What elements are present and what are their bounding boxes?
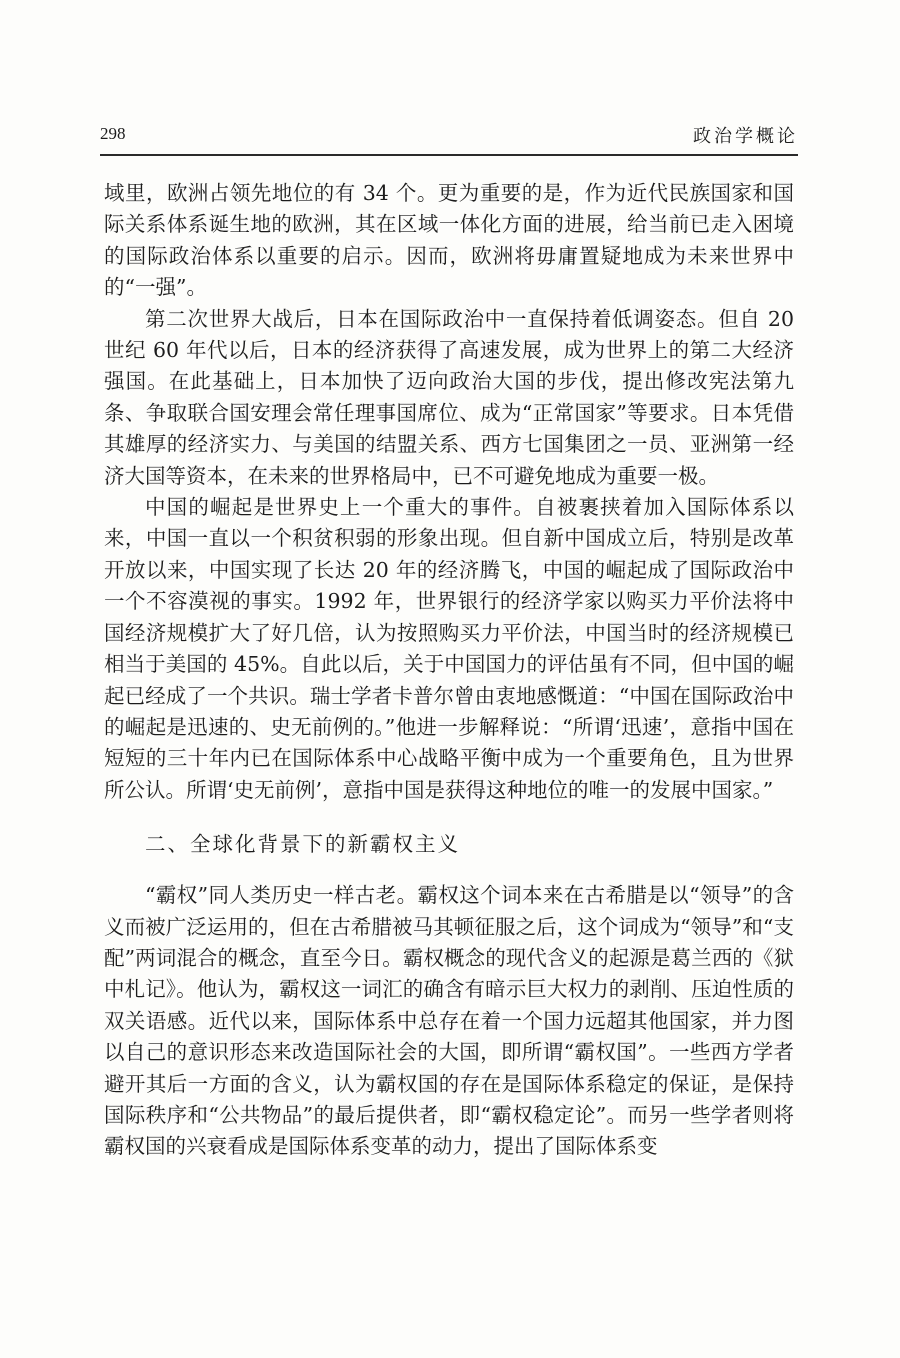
paragraph-3: 中国的崛起是世界史上一个重大的事件。自被裹挟着加入国际体系以来，中国一直以一个积贫积弱的形象出现。但自新中国成立后，特别是改革开放以来，中国实现了长达 20 年的经济腾飞，中国的崛起成了国际政治中一个不容漠视的事实。1992 年，世界银行的经济学家以购买力平价法将中国经济规模扩大了好几倍，认为按照购买力平价法，中国当时的经济规模已相当于美国的 45%。自此以后，关于中国国力的评估虽有不同，但中国的崛起已经成了一个共识。瑞士学者卡普尔曾由衷地感慨道：“中国在国际政治中的崛起是迅速的、史无前例的。”他进一步解释说：“所谓‘迅速’，意指中国在短短的三十年内已在国际体系中心战略平衡中成为一个重要角色，且为世界所公认。所谓‘史无前例’，意指中国是获得这种地位的唯一的发展中国家。” bbox=[104, 495, 794, 802]
running-head: 政治学概论 bbox=[693, 126, 798, 147]
paragraph-2: 第二次世界大战后，日本在国际政治中一直保持着低调姿态。但自 20 世纪 60 年代以后，日本的经济获得了高速发展，成为世界上的第二大经济强国。在此基础上，日本加快了迈向政治大国的步伐，提出修改宪法第九条、争取联合国安理会常任理事国席位、成为“正常国家”等要求。日本凭借其雄厚的经济实力、与美国的结盟关系、西方七国集团之一员、亚洲第一经济大国等资本，在未来的世界格局中，已不可避免地成为重要一极。 bbox=[104, 306, 794, 488]
paragraph-4: “霸权”同人类历史一样古老。霸权这个词本来在古希腊是以“领导”的含义而被广泛运用的，但在古希腊被马其顿征服之后，这个词成为“领导”和“支配”两词混合的概念，直至今日。霸权概念的现代含义的起源是葛兰西的《狱中札记》。他认为，霸权这一词汇的确含有暗示巨大权力的剥削、压迫性质的双关语感。近代以来，国际体系中总存在着一个国力远超其他国家，并力图以自己的意识形态来改造国际社会的大国，即所谓“霸权国”。一些西方学者避开其后一方面的含义，认为霸权国的存在是国际体系稳定的保证，是保持国际秩序和“公共物品”的最后提供者，即“霸权稳定论”。而另一些学者则将霸权国的兴衰看成是国际体系变革的动力，提出了国际体系变 bbox=[104, 883, 794, 1159]
body-text bbox=[104, 178, 794, 1163]
paragraph-1: 域里，欧洲占领先地位的有 34 个。更为重要的是，作为近代民族国家和国际关系体系诞生地的欧洲，其在区域一体化方面的进展，给当前已走入困境的国际政治体系以重要的启示。因而，欧洲将毋庸置疑地成为未来世界中的“一强”。 bbox=[104, 181, 794, 300]
page-header bbox=[100, 120, 798, 156]
section-heading: 二、全球化背景下的新霸权主义 bbox=[145, 832, 460, 857]
page-number: 298 bbox=[100, 124, 126, 143]
